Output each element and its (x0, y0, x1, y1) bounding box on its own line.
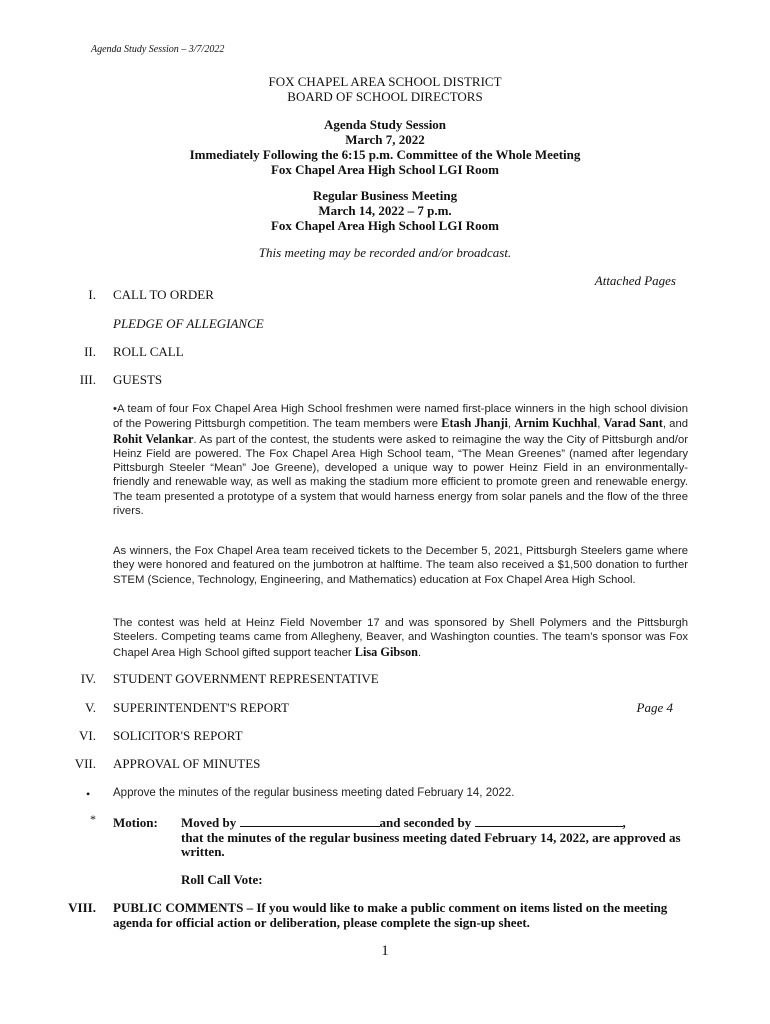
business-meeting-title: Regular Business Meeting (312, 188, 458, 203)
study-session-title: Agenda Study Session (323, 117, 447, 132)
section-number-vi: VI. (79, 728, 96, 743)
guests-p3-text: The contest was held at Heinz Field November 17 and was sponsored by Shell Polymers and the Pittsburgh Steelers. Competing teams came from Allegheny, Beaver, and Washington counties. The team’s sponsor was Fox Chapel Area High School gifted support teacher (113, 617, 688, 659)
motion-text (181, 815, 701, 860)
name-separator-3: , and (662, 418, 689, 431)
business-meeting-block (0, 188, 770, 233)
section-number-vii: VII. (74, 756, 96, 771)
minutes-bullet: • (86, 787, 91, 801)
business-meeting-date: March 14, 2022 – 7 p.m. (318, 203, 452, 218)
section-number-ii: II. (84, 344, 96, 359)
study-session-time: Immediately Following the 6:15 p.m. Committee of the Whole Meeting (189, 147, 581, 162)
student-name-3: Varad Sant (603, 416, 663, 431)
guests-paragraph-3 (113, 616, 688, 660)
roll-call-vote: Roll Call Vote: (181, 872, 263, 887)
section-number-v: V. (85, 700, 96, 715)
section-superintendent-report: SUPERINTENDENT'S REPORT (113, 700, 289, 715)
business-meeting-location: Fox Chapel Area High School LGI Room (270, 218, 499, 233)
section-number-viii: VIII. (68, 900, 96, 915)
study-session-location: Fox Chapel Area High School LGI Room (270, 162, 499, 177)
motion-asterisk: * (90, 812, 96, 826)
student-name-4: Rohit Velankar (113, 431, 194, 446)
broadcast-notice: This meeting may be recorded and/or broadcast. (258, 245, 512, 260)
attached-pages-label: Attached Pages (594, 273, 676, 288)
seconded-by-blank (475, 815, 623, 827)
section-solicitor-report: SOLICITOR'S REPORT (113, 728, 243, 743)
section-roll-call: ROLL CALL (113, 344, 184, 359)
section-number-i: I. (88, 287, 96, 302)
section-approval-of-minutes: APPROVAL OF MINUTES (113, 756, 261, 771)
section-call-to-order: CALL TO ORDER (113, 287, 214, 302)
motion-comma: , (622, 815, 626, 830)
student-name-1: Etash Jhanji (441, 416, 508, 431)
study-session-block (0, 117, 770, 177)
pledge-of-allegiance: PLEDGE OF ALLEGIANCE (113, 316, 264, 331)
name-separator-2: , (597, 418, 604, 431)
student-name-2: Arnim Kuchhal (514, 416, 598, 431)
name-separator-1: , (507, 418, 515, 431)
running-header: Agenda Study Session – 3/7/2022 (91, 44, 225, 55)
sponsor-teacher-name: Lisa Gibson (354, 644, 419, 659)
superintendent-page-reference: Page 4 (636, 700, 673, 715)
moved-by-blank (240, 815, 380, 827)
guests-p3-end: . (418, 646, 422, 659)
district-title-block (0, 74, 770, 104)
seconded-by-label: and seconded by (379, 815, 472, 830)
guests-paragraph-2: As winners, the Fox Chapel Area team received tickets to the December 5, 2021, Pittsburgh Steelers game where they were honored and featured on the jumbotron at halftime. The team also received a $1,500 donation to further STEM (Science, Technology, Engineering, and Mathematics) education at Fox Chapel Area High School. (113, 545, 688, 586)
motion-statement: that the minutes of the regular business meeting dated February 14, 2022, are approved as written. (181, 829, 681, 859)
section-guests: GUESTS (113, 372, 163, 387)
guests-p1-text-b: . As part of the contest, the students were asked to reimagine the way the City of Pittsburgh and/or Heinz Field are powered. The Fox Chapel Area High School team, “The Mean Greenes” (named after legendary Pittsburgh Steeler “Mean” Joe Greene), developed a unique way to power Heinz Field in an environmentally-friendly and renewable way, as well as making the stadium more efficient to promote green and renewable energy. The team presented a prototype of a system that would harness energy from solar panels and the flow of the three rivers. (113, 433, 688, 518)
guests-paragraph-1 (113, 402, 688, 518)
motion-label: Motion: (113, 815, 158, 830)
page-number: 1 (381, 943, 389, 959)
section-student-government: STUDENT GOVERNMENT REPRESENTATIVE (113, 671, 379, 686)
district-name: FOX CHAPEL AREA SCHOOL DISTRICT (268, 74, 502, 89)
board-name: BOARD OF SCHOOL DIRECTORS (287, 89, 483, 104)
moved-by-label: Moved by (181, 815, 237, 830)
study-session-date: March 7, 2022 (345, 132, 425, 147)
section-number-iii: III. (79, 372, 96, 387)
guests-p1-text-a: •A team of four Fox Chapel Area High School freshmen were named first-place winners in the high school division of the Powering Pittsburgh competition. The team members were (113, 403, 688, 431)
section-number-iv: IV. (80, 671, 96, 686)
section-public-comments: PUBLIC COMMENTS – If you would like to make a public comment on items listed on the meeting agenda for official action or deliberation, please complete the sign-up sheet. (113, 900, 668, 930)
approve-minutes-item: Approve the minutes of the regular business meeting dated February 14, 2022. (113, 787, 515, 799)
